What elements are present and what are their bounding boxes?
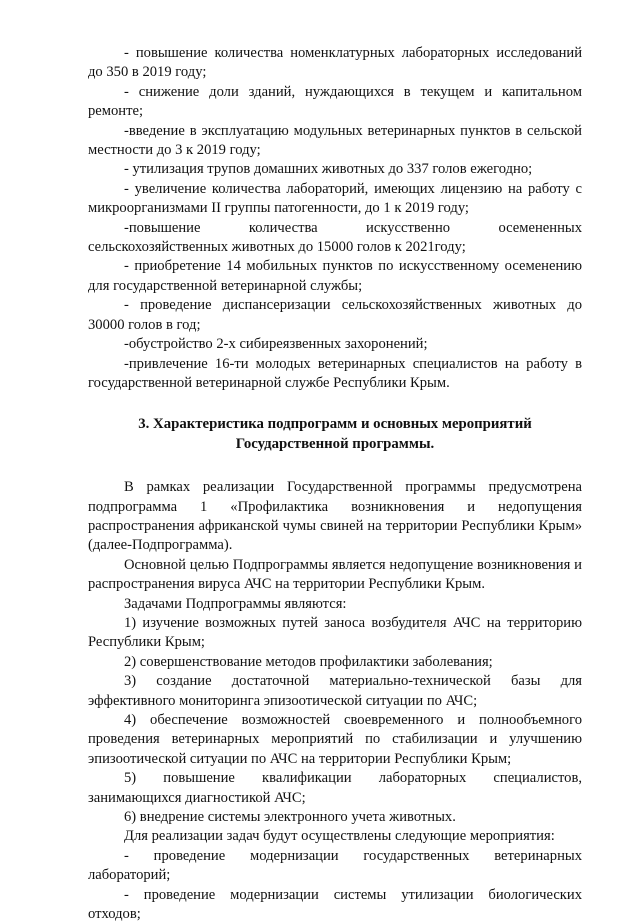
section-body (88, 478, 582, 924)
list-item: - приобретение 14 мобильных пунктов по искусственному осеменению для государственной ветеринарной службы; (88, 258, 582, 294)
measure-item: - проведение модернизации государственных ветеринарных лабораторий; (88, 847, 582, 884)
task-item: 5) повышение квалификации лабораторных специалистов, занимающихся диагностикой АЧС; (88, 770, 582, 806)
list-item: - утилизация трупов домашних животных до 337 голов ежегодно; (124, 161, 533, 178)
task-item: 2) совершенствование методов профилактики заболевания; (124, 653, 493, 670)
list-item: - снижение доли зданий, нуждающихся в текущем и капитальном ремонте; (88, 83, 582, 120)
paragraph-subprogram-intro: В рамках реализации Государственной программы предусмотрена подпрограмма 1 «Профилактика возникновения и недопущения распространения африканской чумы свиней на территории Республики Крым» (далее-Подпрограмма). (88, 479, 582, 554)
list-item: -обустройство 2-х сибиреязвенных захоронений; (124, 336, 428, 353)
task-item: 4) обеспечение возможностей своевременного и полнообъемного проведения ветеринарных мероприятий по стабилизации и улучшению эпизоотической ситуации по АЧС на территории Республики Крым; (88, 712, 582, 767)
task-item: 3) создание достаточной материально-технической базы для эффективного мониторинга эпизоотической ситуации по АЧС; (88, 673, 582, 709)
list-item: - увеличение количества лабораторий, имеющих лицензию на работу с микроорганизмами II группы патогенности, до 1 к 2019 году; (88, 180, 582, 217)
document-page (88, 44, 582, 924)
list-item: - повышение количества номенклатурных лабораторных исследований до 350 в 2019 году; (88, 45, 582, 81)
section-heading-line-1: 3. Характеристика подпрограмм и основных мероприятий (138, 416, 532, 433)
task-item: 6) внедрение системы электронного учета животных. (124, 809, 456, 826)
paragraph-measures-title: Для реализации задач будут осуществлены следующие мероприятия: (124, 828, 555, 845)
targets-list (88, 44, 582, 393)
list-item: -повышение количества искусственно осемененных сельскохозяйственных животных до 15000 голов к 2021году; (88, 219, 582, 256)
paragraph-goal: Основной целью Подпрограммы является недопущение возникновения и распространения вируса АЧС на территории Республики Крым. (88, 556, 582, 593)
section-heading (88, 415, 582, 454)
task-item: 1) изучение возможных путей заноса возбудителя АЧС на территорию Республики Крым; (88, 614, 582, 651)
list-item: - проведение диспансеризации сельскохозяйственных животных до 30000 голов в год; (88, 297, 582, 333)
list-item: -введение в эксплуатацию модульных ветеринарных пунктов в сельской местности до 3 к 2019 году; (88, 122, 582, 159)
paragraph-tasks-title: Задачами Подпрограммы являются: (124, 595, 347, 612)
section-heading-line-2: Государственной программы. (235, 435, 435, 452)
measure-item: - проведение модернизации системы утилизации биологических отходов; (88, 886, 582, 923)
list-item: -привлечение 16-ти молодых ветеринарных специалистов на работу в государственной ветеринарной службе Республики Крым. (88, 355, 582, 391)
